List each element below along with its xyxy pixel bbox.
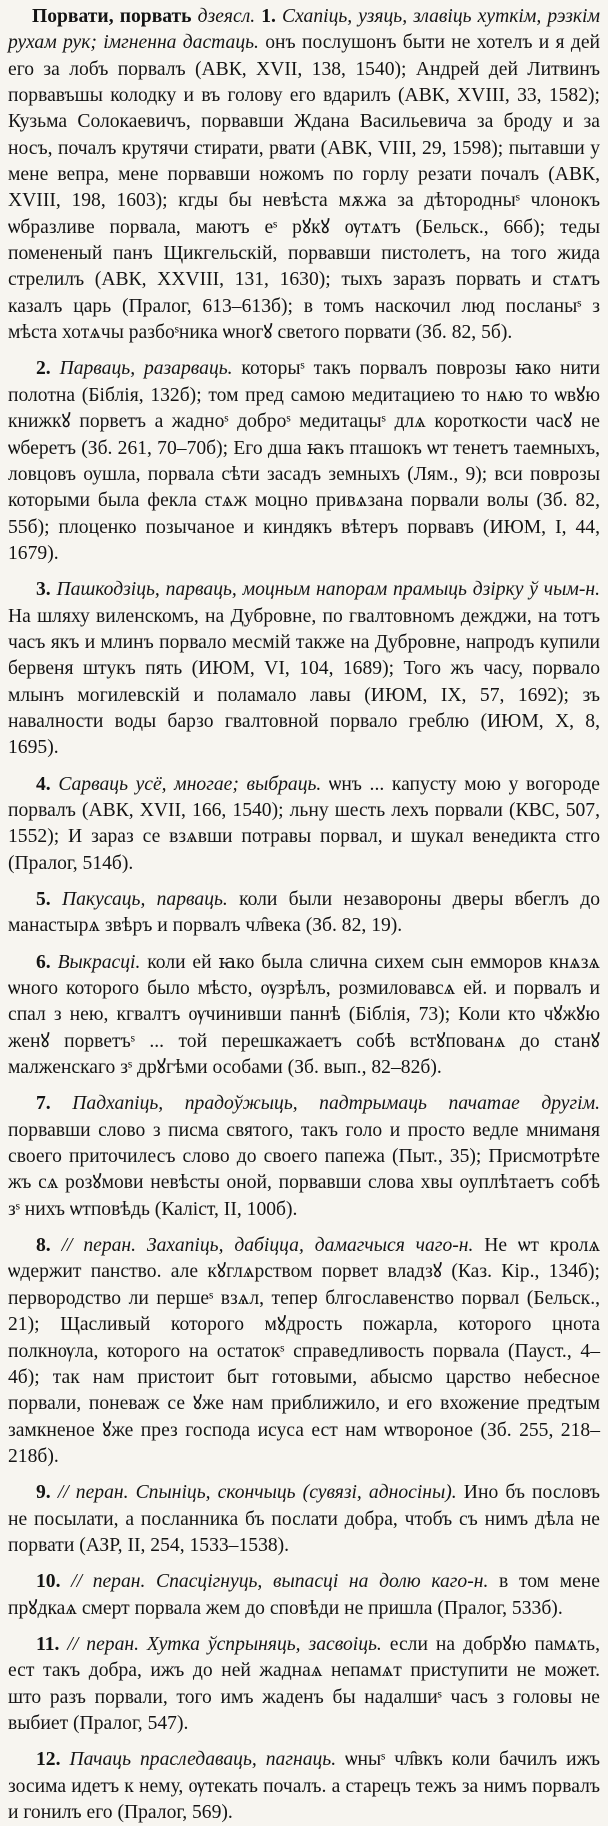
sense-number: 11. (36, 1633, 60, 1655)
sense-definition: // перан. Спасцігнуць, выпасці на долю каго-н. (71, 1571, 489, 1593)
sense-number: 7. (36, 1093, 51, 1115)
sense-citations: если на добрꙋю памѧть, ест такъ добра, ижъ до ней жаднаѧ непамѧт приступити не может. што разъ порвали, того имъ жаденъ бы надалшиˢ часъ з головы не выбиет (Пралог, 547). (8, 1633, 600, 1734)
sense-citations: коли были незавороны дверы вбеглъ до манастырѧ звѣръ и порвалъ чл̑века (Зб. 82, 19). (8, 889, 600, 937)
sense-number: 2. (36, 358, 51, 380)
sense-7 (8, 1091, 600, 1223)
sense-definition: Пачаць праследаваць, пагнаць. (69, 1749, 337, 1771)
sense-2 (8, 356, 600, 567)
grammar-label: дзеясл. (197, 6, 256, 27)
sense-citations: Не ѡт кролѧ ѡдержит панство. але кꙋглѧрством порвет владзꙋ (Каз. Кір., 134б); первородство ли першеˢ взѧл, тепер блгославенство порвал (Бельск., 21); Щасливый которого мꙋдрость пожарла, которого цнота полкнѹла, которого на остатокˢ справедливость порвала (Пауст., 4–4б); так нам пристоит быт готовыми, абысмо царство небесное порвали, поневаж се ꙋже нам приближило, и его вхожение предтым замкненое ꙋже през господа исуса ест нам ѡтвороное (Зб. 255, 218–218б). (8, 1235, 600, 1467)
sense-definition: Пакусаць, парваць. (61, 889, 228, 910)
sense-number: 6. (36, 951, 51, 973)
sense-citations: ѡнъ ... капусту мою у вогороде порвалъ (АВК, XVII, 166, 1540); льну шесть лехъ порвали (КВС, 507, 1552); И зараз се взѧвши потравы порвал, и шукал венедикта стго (Пралог, 514б). (8, 773, 600, 874)
sense-citations: ѡныˢ чл̑вкъ коли бачилъ ижъ зосима идетъ к нему, ѹтекать почалъ. а старецъ тежъ за нимъ порвалъ и гонилъ его (Пралог, 569). (8, 1749, 600, 1823)
sense-9 (8, 1480, 600, 1559)
sense-11 (8, 1632, 600, 1737)
sense-definition: Парваць, разарваць. (59, 358, 233, 380)
sense-definition: Схапіць, узяць, злавіць хуткім, рэзкім рухам рук; імгненна дастаць. (8, 6, 600, 54)
sense-citations: Ино бъ пословъ не посылати, а посланника бъ послати добра, чтобъ съ нимъ дѣла не порвати (АЗР, II, 254, 1533–1538). (8, 1482, 600, 1556)
sense-definition: // перан. Спыніць, скончыць (сувязі, адносіны). (57, 1482, 457, 1504)
sense-citations: онъ послушонъ быти не хотелъ и я дей его за лобъ порвалъ (АВК, XVII, 138, 1540); Андрей дей Литвинъ порвавъшы колодку и въ голову его вдарилъ (АВК, XVIII, 33, 1582); Кузьма Солокаевичъ, порвавши Ждана Васильевича за броду и за носъ, почалъ крутячи стирати, рвати (АВК, VIII, 29, 1598); пытавши у мене вепра, мене порвавши ножомъ по горлу резати почалъ (АВК, XVIII, 198, 1603); кгды бы невѣста мѫжа за дѣтородныˢ члонокъ ѡбразливе порвала, маютъ еˢ рꙋкꙋ ѹтѧтъ (Бельск., 66б); теды помененый панъ Щикгельскій, порвавши пистолетъ, на того жида стрелилъ (АВК, XXVIII, 131, 1630); тыхъ заразъ порвать и стѧтъ казалъ царь (Пралог, 613–613б); в томъ наскочил люд посланыˢ з мѣста хотѧчы разбоˢника ѡногꙋ светого порвати (Зб. 82, 5б). (8, 32, 600, 344)
sense-12 (8, 1747, 600, 1826)
sense-definition: // перан. Хутка ўспрыняць, засвоіць. (67, 1633, 382, 1655)
sense-definition: Выкрасці. (57, 951, 141, 973)
sense-number: 12. (36, 1749, 61, 1771)
sense-10 (8, 1569, 600, 1622)
sense-number: 5. (36, 889, 51, 910)
sense-definition: Падхапіць, прадоўжыць, падтрымаць пачатае другім. (72, 1093, 600, 1115)
sense-number: 1. (261, 6, 276, 27)
headword: Порвати, порвать (32, 6, 192, 27)
sense-5 (8, 887, 600, 940)
sense-definition: Пашкодзіць, парваць, моцным напорам прамыць дзірку ў чым-н. (56, 579, 600, 601)
sense-definition: // перан. Захапіць, дабіцца, дамагчыся чаго-н. (61, 1235, 474, 1257)
sense-number: 4. (36, 773, 51, 795)
sense-citations: коли ей ꙗко была слична сихем сын емморов кнѧзѧ ѡного которого было мѣсто, ѹзрѣлъ, розмиловавсѧ ей. и порвалъ и спал з нею, кгвалтъ ѹчинивши паннѣ (Біблія, 73); Коли кто чꙋжꙋю женꙋ порветъˢ ... той перешкажаетъ собѣ встꙋпованѧ до станꙋ малженскаго зˢ дрꙋгѣми особами (Зб. вып., 82–82б). (8, 951, 600, 1079)
sense-6 (8, 950, 600, 1082)
sense-8 (8, 1233, 600, 1470)
sense-citations: которыˢ такъ порвалъ поврозы ꙗко нити полотна (Біблія, 132б); том пред самою медитациею то нѧю то ѡвꙋю книжкꙋ порветъ а жадноˢ доброˢ медитацыˢ длѧ короткости часꙋ не ѡберетъ (Зб. 261, 70–70б); Его дша ꙗкъ пташокъ ѡт тенетъ таемныхъ, ловцовъ оушла, порвала сѣти засадъ земныхъ (Лям., 9); вси поврозы которыми была фекла стѧж моцно привѧзана порвали волы (Зб. 82, 55б); плоценко позычаное и киндякъ вѣтеръ порвавъ (ИЮМ, I, 44, 1679). (8, 358, 600, 564)
sense-citations: в том мене прꙋдкаѧ смерт порвала жем до сповѣди не пришла (Пралог, 533б). (8, 1571, 600, 1619)
sense-number: 3. (36, 579, 51, 601)
sense-4 (8, 772, 600, 877)
sense-citations: порвавши слово з писма святого, такъ голо и просто ведле мниманя своего приточилесъ слово до своего папежа (Пыт., 35); Присмотрѣте жъ сѧ розꙋмови невѣсты оной, порвавши слова хвы оуплѣтаетъ собѣ зˢ нихъ ѡтповѣдь (Каліст, II, 100б). (8, 1119, 600, 1220)
sense-number: 8. (36, 1235, 51, 1257)
sense-definition: Сарваць усё, многае; выбраць. (58, 773, 322, 795)
entry-headword-block (8, 4, 600, 346)
sense-3 (8, 577, 600, 761)
sense-number: 10. (36, 1571, 61, 1593)
sense-number: 9. (36, 1482, 51, 1504)
sense-citations: На шляху виленскомъ, на Дубровне, по гвалтовномъ дежджи, на тотъ часъ якъ и млинъ порвало месмій также на Дубровне, напродъ купили бервеня штукъ пять (ИЮМ, VI, 104, 1689); Того жъ часу, порвало млынъ могилевскій и поламало лавы (ИЮМ, IX, 57, 1692); зъ навалности воды барзо гвалтовной порвало греблю (ИЮМ, X, 8, 1695). (8, 605, 600, 759)
